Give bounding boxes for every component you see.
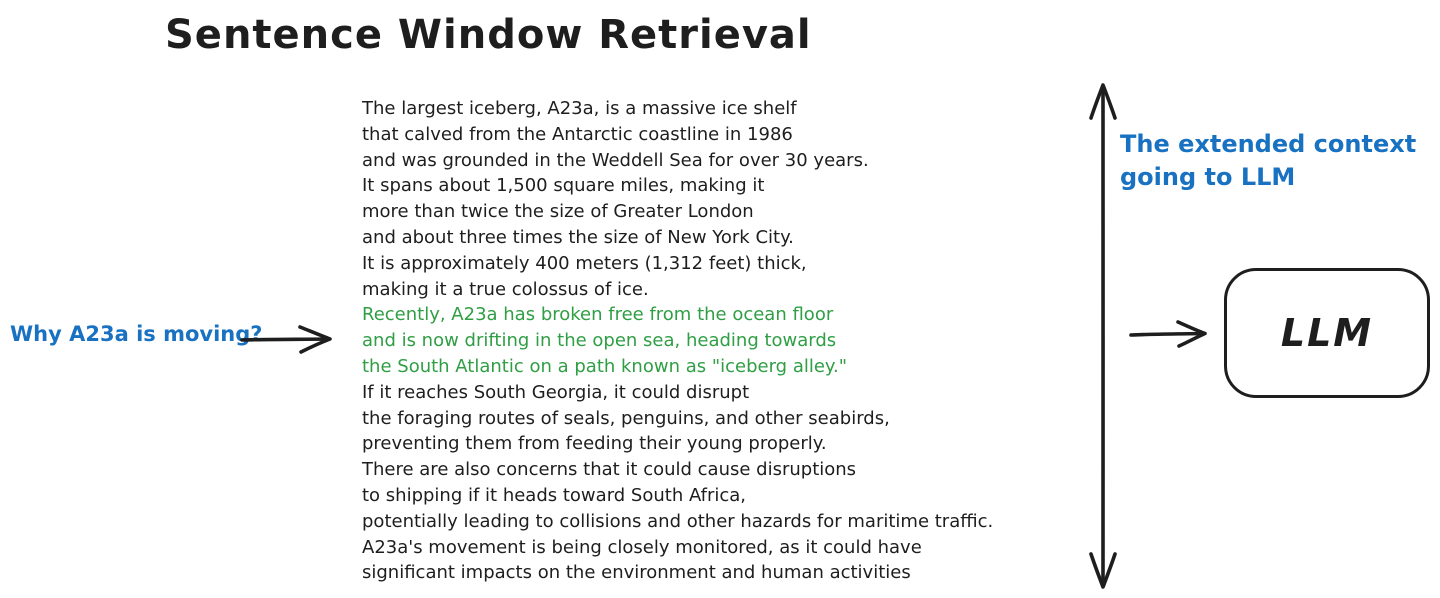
document-line: It is approximately 400 meters (1,312 feet) thick, [362,252,807,274]
query-arrow-icon [238,323,338,355]
document-line: A23a's movement is being closely monitored, as it could have [362,536,922,558]
document-line: and was grounded in the Weddell Sea for over 30 years. [362,149,869,171]
context-note-line2: going to LLM [1120,163,1296,191]
document-line: If it reaches South Georgia, it could disrupt [362,381,750,403]
document-line: The largest iceberg, A23a, is a massive ice shelf [362,98,797,119]
context-note [1120,128,1416,194]
context-span-arrow-icon [1085,80,1121,592]
llm-box-label: LLM [1280,311,1374,355]
document-line: that calved from the Antarctic coastline in 1986 [362,123,793,145]
document-line: potentially leading to collisions and other hazards for maritime traffic. [362,510,994,532]
document-line-highlighted: the South Atlantic on a path known as "iceberg alley." [362,355,848,377]
page-title: Sentence Window Retrieval [165,12,812,58]
document-line: to shipping if it heads toward South Africa, [362,484,747,506]
document-line: and about three times the size of New York City. [362,226,794,248]
document-line-highlighted: Recently, A23a has broken free from the ocean floor [362,304,834,326]
document-line: preventing them from feeding their young properly. [362,433,827,455]
document-line: the foraging routes of seals, penguins, and other seabirds, [362,407,890,429]
query-label: Why A23a is moving? [10,322,263,346]
document-line: There are also concerns that it could cause disruptions [362,459,857,481]
document-line: making it a true colossus of ice. [362,278,649,300]
document-line: significant impacts on the environment and human activities [362,562,911,584]
document-line: It spans about 1,500 square miles, making it [362,175,765,197]
document-line: more than twice the size of Greater London [362,201,754,223]
document-line-highlighted: and is now drifting in the open sea, heading towards [362,330,837,352]
to-llm-arrow-icon [1128,318,1210,350]
llm-box [1224,268,1430,398]
document-text [362,96,1092,586]
context-note-line1: The extended context [1120,130,1417,158]
